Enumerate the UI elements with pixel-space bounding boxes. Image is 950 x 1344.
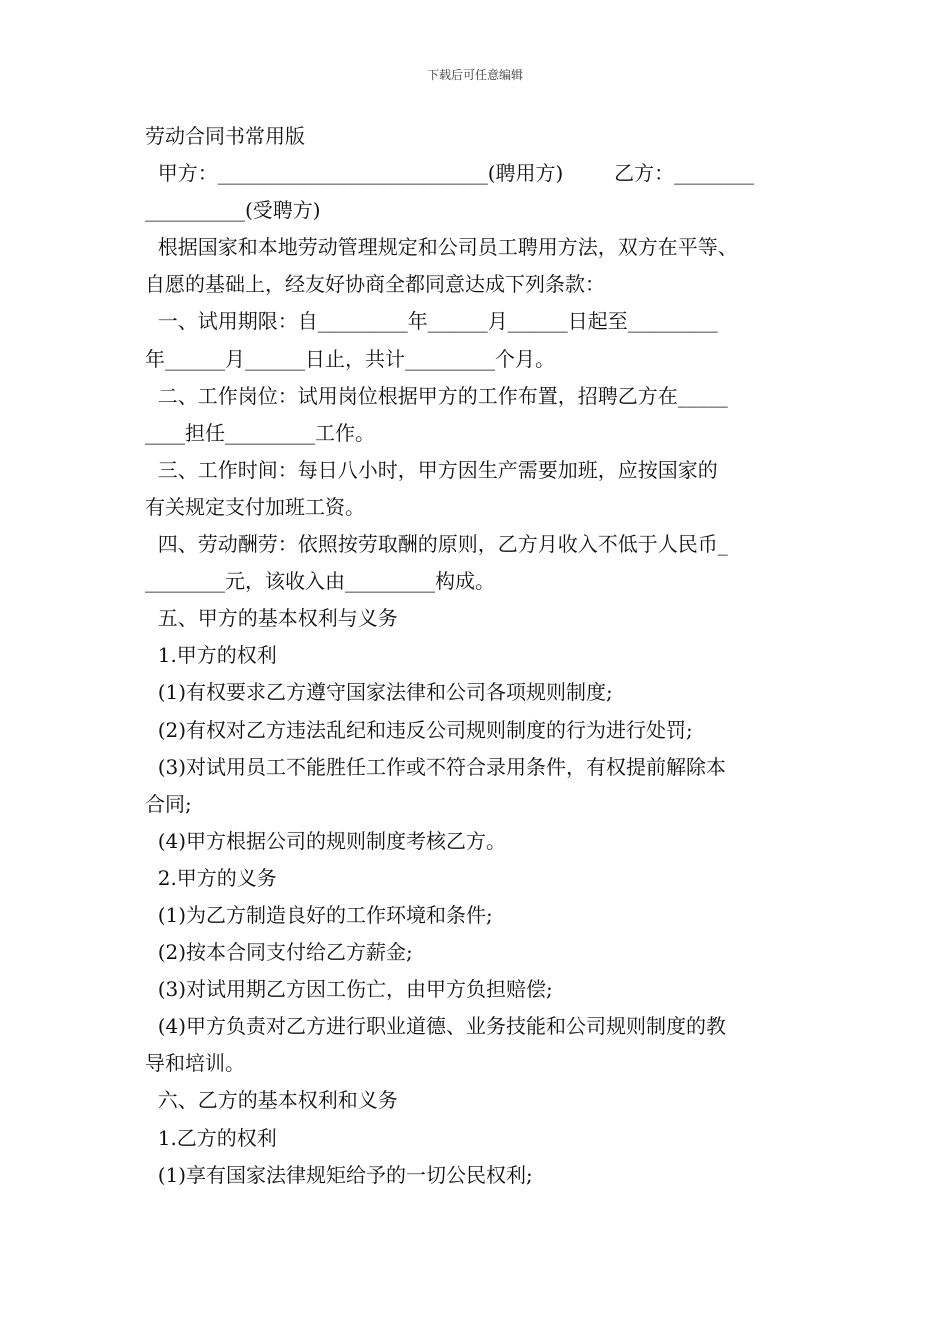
doc-line: __________(受聘方) <box>145 198 321 223</box>
doc-line: 年______月______日止，共计_________个月。 <box>145 346 555 371</box>
doc-line: 四、劳动酬劳：依照按劳取酬的原则，乙方月收入不低于人民币_ <box>145 532 728 557</box>
doc-line: (3)对试用期乙方因工伤亡，由甲方负担赔偿; <box>145 977 553 1002</box>
doc-line: 六、乙方的基本权利和义务 <box>145 1088 398 1113</box>
doc-line: 甲方：___________________________(聘用方) 乙方：________ <box>145 161 755 186</box>
doc-line: 一、试用期限：自_________年______月______日起至_________ <box>145 309 718 334</box>
doc-line: 二、工作岗位：试用岗位根据甲方的工作布置，招聘乙方在_____ <box>145 383 728 408</box>
doc-line: (1)有权要求乙方遵守国家法律和公司各项规则制度; <box>145 680 613 705</box>
doc-line: ____担任_________工作。 <box>145 420 375 445</box>
doc-line: 1.甲方的权利 <box>145 643 277 668</box>
doc-line: (3)对试用员工不能胜任工作或不符合录用条件，有权提前解除本 <box>145 754 727 779</box>
doc-line: ________元，该收入由_________构成。 <box>145 569 495 594</box>
doc-line: 1.乙方的权利 <box>145 1125 277 1150</box>
doc-line: 五、甲方的基本权利与义务 <box>145 606 398 631</box>
doc-line: 导和培训。 <box>145 1051 245 1076</box>
doc-line: (4)甲方根据公司的规则制度考核乙方。 <box>145 828 507 853</box>
doc-line: (2)有权对乙方违法乱纪和违反公司规则制度的行为进行处罚; <box>145 717 693 742</box>
doc-line: 合同; <box>145 791 192 816</box>
document-body <box>145 118 830 1194</box>
doc-line: 自愿的基础上，经友好协商全都同意达成下列条款： <box>145 272 605 297</box>
doc-line: (4)甲方负责对乙方进行职业道德、业务技能和公司规则制度的教 <box>145 1014 727 1039</box>
doc-line: 根据国家和本地劳动管理规定和公司员工聘用方法，双方在平等、 <box>145 235 738 260</box>
doc-line: (1)为乙方制造良好的工作环境和条件; <box>145 902 493 927</box>
doc-line: 有关规定支付加班工资。 <box>145 494 365 519</box>
doc-line: 2.甲方的义务 <box>145 865 277 890</box>
page-header-note: 下载后可任意编辑 <box>426 68 523 82</box>
doc-line: (1)享有国家法律规矩给予的一切公民权利; <box>145 1162 533 1187</box>
doc-line: (2)按本合同支付给乙方薪金; <box>145 940 413 965</box>
doc-line: 三、工作时间：每日八小时，甲方因生产需要加班，应按国家的 <box>145 457 718 482</box>
document-title: 劳动合同书常用版 <box>145 124 305 148</box>
